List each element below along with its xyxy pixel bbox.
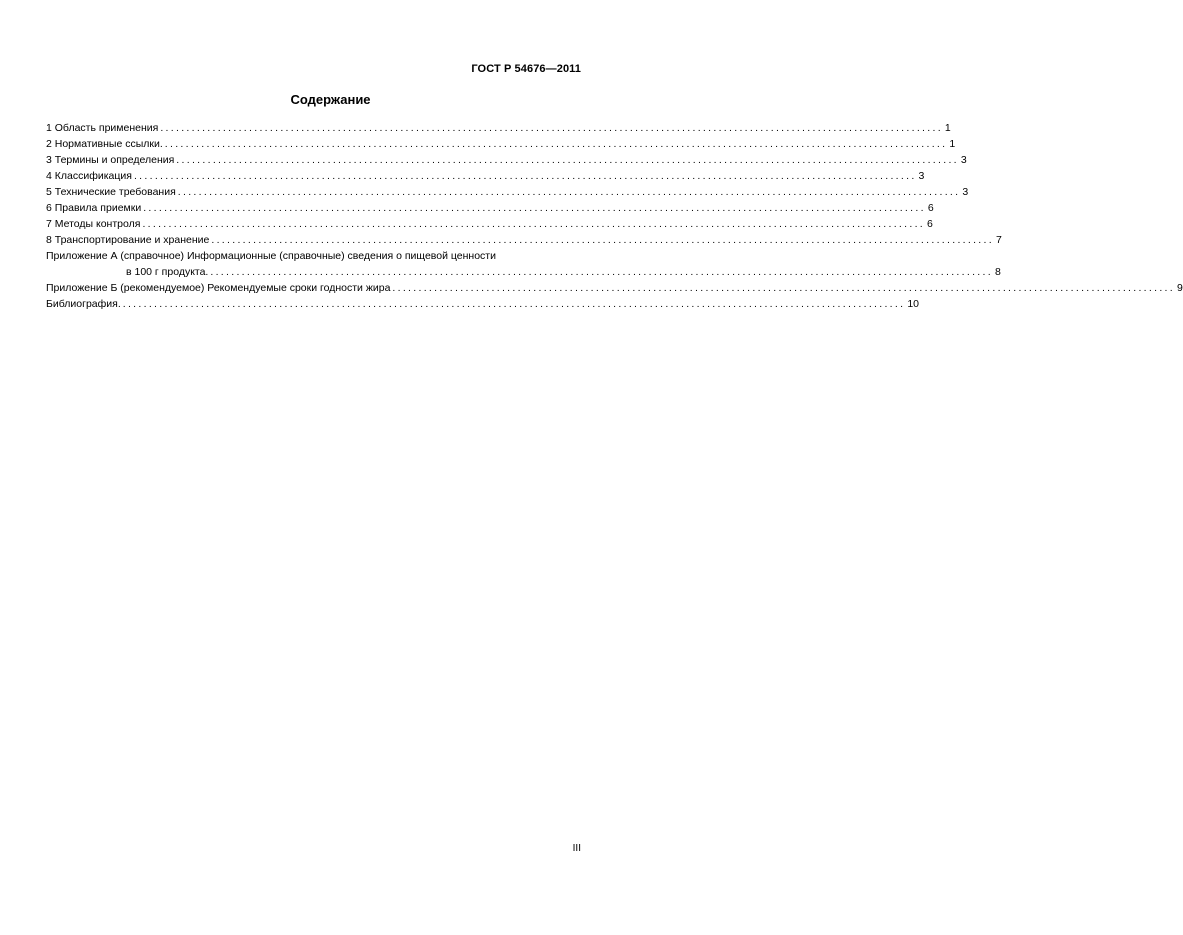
toc-item-classification[interactable] xyxy=(46,168,925,184)
toc-item-page: 10 xyxy=(907,298,920,310)
page-number: III xyxy=(572,843,581,854)
toc-item-label: Приложение Б (рекомендуемое) Рекомендуемые сроки годности жира xyxy=(46,282,391,294)
toc-leader-dots: ...................................................................................................................................................... xyxy=(160,122,943,134)
toc-leader-dots: ...................................................................................................................................................... xyxy=(392,282,1175,294)
toc-item-normative-references[interactable] xyxy=(46,136,956,152)
toc-item-technical-requirements[interactable] xyxy=(46,184,969,200)
toc-leader-dots: ...................................................................................................................................................... xyxy=(210,266,993,278)
toc-item-label: 3 Термины и определения xyxy=(46,154,175,166)
toc-item-continuation xyxy=(46,264,1001,280)
toc-item-page: 8 xyxy=(994,266,1001,278)
toc-item-page: 6 xyxy=(927,218,933,230)
toc-item-label: 5 Технические требования xyxy=(46,186,176,198)
toc-item-page: 1 xyxy=(944,122,951,134)
table-of-contents xyxy=(46,120,1183,312)
toc-item-page: 7 xyxy=(995,234,1002,246)
toc-item-page: 9 xyxy=(1177,282,1183,294)
toc-item-page: 3 xyxy=(962,186,969,198)
toc-item-page: 6 xyxy=(927,202,934,214)
toc-item-label: 7 Методы контроля xyxy=(46,218,141,230)
toc-item-page: 1 xyxy=(949,138,956,150)
toc-leader-dots: ...................................................................................................................................................... xyxy=(176,154,959,166)
toc-leader-dots: ...................................................................................................................................................... xyxy=(133,170,917,182)
toc-leader-dots: ...................................................................................................................................................... xyxy=(211,234,994,246)
toc-item-label: 2 Нормативные ссылки. xyxy=(46,138,163,150)
toc-item-transportation-storage[interactable] xyxy=(46,232,1002,248)
toc-item-page: 3 xyxy=(918,170,925,182)
toc-item-label: Библиография. xyxy=(46,298,121,310)
toc-leader-dots: ...................................................................................................................................................... xyxy=(143,202,926,214)
toc-item-bibliography[interactable] xyxy=(46,296,920,312)
toc-item-label: Приложение А (справочное) Информационные (справочные) сведения о пищевой ценности xyxy=(46,250,496,262)
document-code-header: ГОСТ Р 54676—2011 xyxy=(471,63,581,75)
toc-leader-dots: ...................................................................................................................................................... xyxy=(177,186,961,198)
toc-item-label: 8 Транспортирование и хранение xyxy=(46,234,210,246)
toc-item-label: 6 Правила приемки xyxy=(46,202,142,214)
page-title: Содержание xyxy=(290,92,371,107)
toc-item-scope[interactable] xyxy=(46,120,951,136)
toc-item-label-continuation: в 100 г продукта. xyxy=(126,266,209,278)
toc-item-label: 4 Классификация xyxy=(46,170,132,182)
toc-leader-dots: ...................................................................................................................................................... xyxy=(164,138,948,150)
toc-item-appendix-b[interactable] xyxy=(46,280,1183,296)
toc-item-acceptance-rules[interactable] xyxy=(46,200,934,216)
toc-item-label: 1 Область применения xyxy=(46,122,159,134)
toc-item-control-methods[interactable] xyxy=(46,216,933,232)
toc-leader-dots: ...................................................................................................................................................... xyxy=(122,298,906,310)
toc-item-page: 3 xyxy=(960,154,967,166)
toc-item-terms[interactable] xyxy=(46,152,967,168)
toc-leader-dots: ...................................................................................................................................................... xyxy=(142,218,926,230)
toc-item-appendix-a[interactable] xyxy=(46,248,1001,280)
